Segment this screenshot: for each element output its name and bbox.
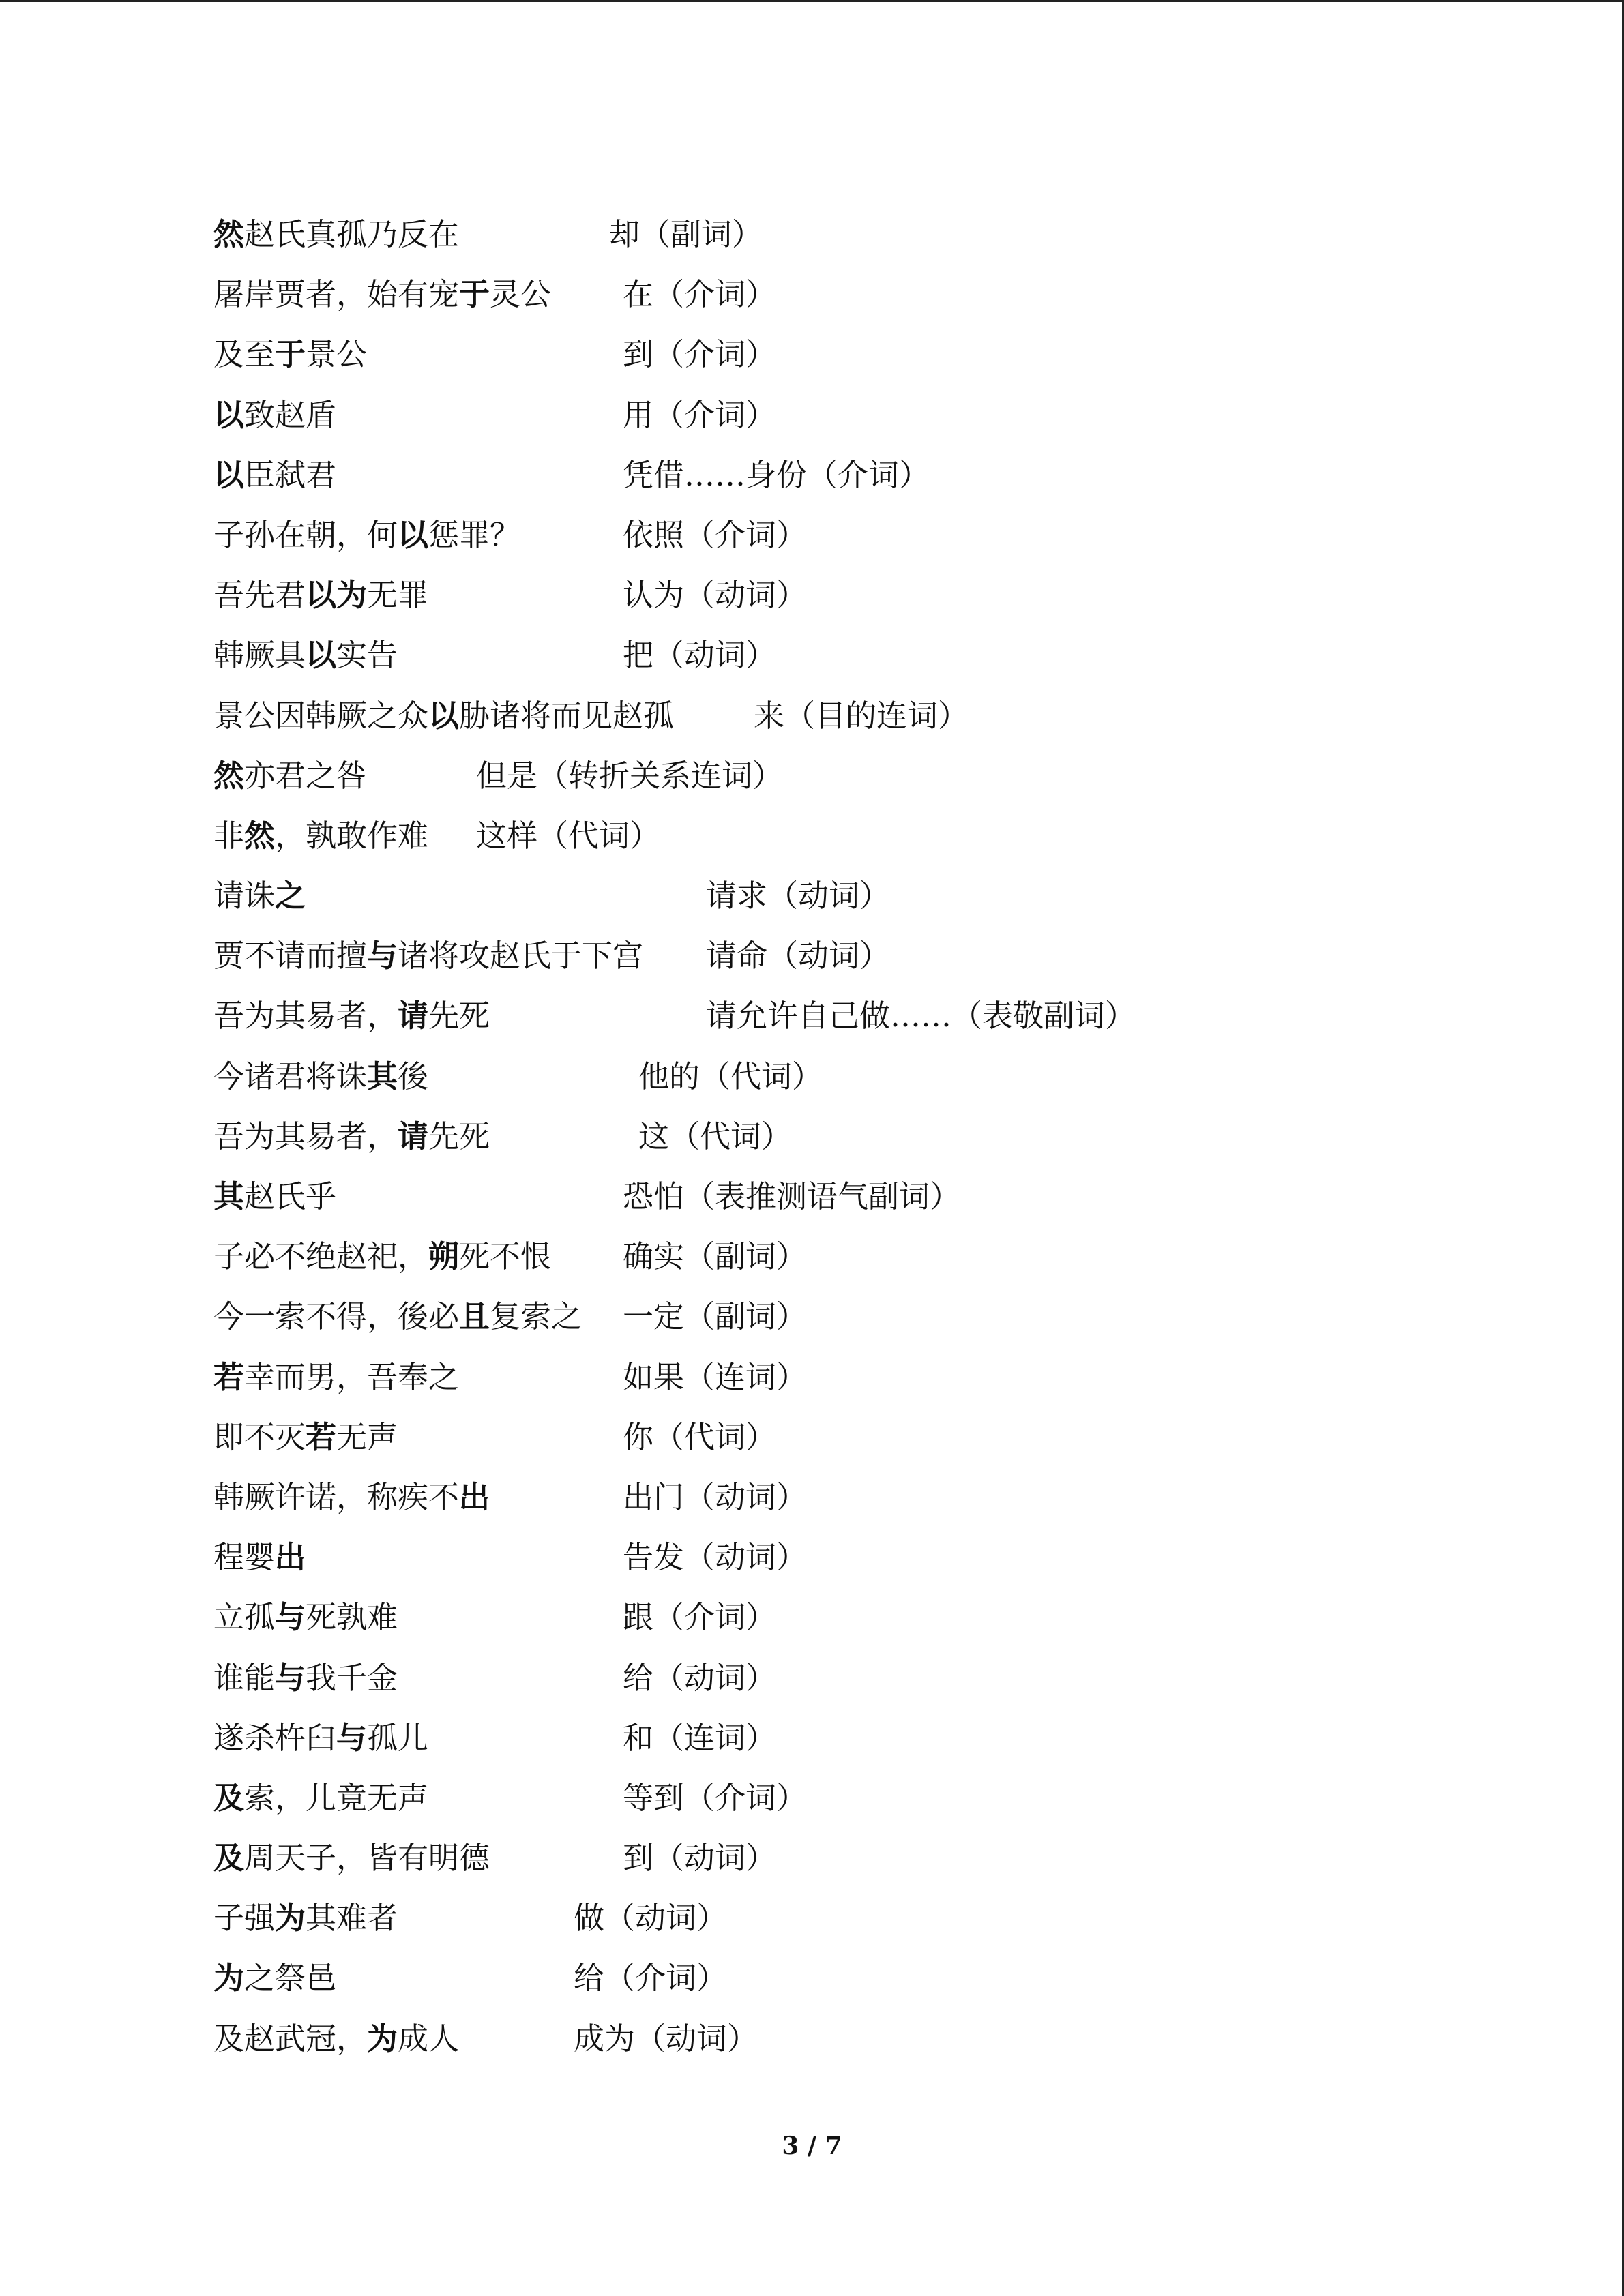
sentence-text: 周天子，皆有明德 xyxy=(244,1840,490,1877)
sentence-text: 臣弑君 xyxy=(244,456,337,493)
highlighted-word: 若 xyxy=(213,1358,245,1395)
word-gloss: 到（动词） xyxy=(623,1840,777,1877)
sentence-text: 贾不请而擅 xyxy=(213,938,368,974)
sentence-text: 非 xyxy=(213,817,245,854)
sentence-text: 子孙在朝，何 xyxy=(213,516,398,553)
sentence-text: 赵氏乎 xyxy=(244,1178,337,1214)
vocab-row xyxy=(213,1828,1509,1888)
sentence-text: 灵公 xyxy=(490,276,552,313)
sentence-text: 索，儿竟无声 xyxy=(244,1779,429,1816)
sentence-text: 我千金 xyxy=(306,1659,398,1696)
sentence-text: 吾先君 xyxy=(213,577,306,614)
word-gloss: 恐怕（表推测语气副词） xyxy=(623,1178,961,1214)
word-gloss: 他的（代词） xyxy=(638,1058,823,1094)
sentence-text: 孤儿 xyxy=(367,1719,429,1756)
page-number: 3 / 7 xyxy=(782,2132,842,2160)
vocab-row xyxy=(213,1708,1509,1768)
example-sentence xyxy=(213,1527,306,1587)
word-gloss: 凭借……身份（介词） xyxy=(623,456,930,493)
highlighted-word: 为 xyxy=(367,2020,398,2057)
highlighted-word: 朔 xyxy=(428,1238,460,1275)
example-sentence xyxy=(213,686,674,746)
example-sentence xyxy=(213,565,428,625)
word-gloss: 来（目的连词） xyxy=(754,697,969,734)
highlighted-word: 以 xyxy=(306,637,337,674)
highlighted-word: 且 xyxy=(459,1298,490,1335)
example-sentence xyxy=(213,746,367,806)
sentence-text: 子必不绝赵祀， xyxy=(213,1238,429,1275)
example-sentence xyxy=(213,1708,428,1768)
word-gloss: 做（动词） xyxy=(574,1900,728,1937)
sentence-text: 惩罪？ xyxy=(428,516,521,553)
vocab-row xyxy=(213,1768,1509,1828)
vocab-row xyxy=(213,1227,1509,1287)
example-sentence xyxy=(213,1888,398,1948)
sentence-text: 致赵盾 xyxy=(244,396,337,433)
example-sentence xyxy=(213,1107,490,1167)
example-sentence xyxy=(213,625,398,685)
word-gloss: 给（介词） xyxy=(574,1960,728,1997)
sentence-text: 其难者 xyxy=(306,1900,398,1937)
example-sentence xyxy=(213,325,367,385)
word-gloss: 把（动词） xyxy=(623,637,777,674)
sentence-text: 亦君之咎 xyxy=(244,757,368,794)
word-gloss: 告发（动词） xyxy=(623,1539,808,1576)
word-gloss: 成为（动词） xyxy=(574,2020,758,2057)
word-gloss: 确实（副词） xyxy=(623,1238,808,1275)
vocab-row xyxy=(213,1888,1509,1948)
sentence-text: 屠岸贾者，始有宠 xyxy=(213,276,460,313)
example-sentence xyxy=(213,1828,490,1888)
example-sentence xyxy=(213,2009,459,2069)
word-gloss: 请求（动词） xyxy=(706,878,891,914)
vocab-row xyxy=(213,1467,1509,1527)
sentence-text: 即不灭 xyxy=(213,1418,306,1455)
highlighted-word: 请 xyxy=(398,1118,429,1154)
vocab-row xyxy=(213,1287,1509,1347)
highlighted-word: 然 xyxy=(213,757,245,794)
vocab-row xyxy=(213,325,1509,385)
sentence-text: 吾为其易者， xyxy=(213,998,398,1034)
sentence-text: 韩厥具 xyxy=(213,637,306,674)
word-gloss: 和（连词） xyxy=(623,1719,777,1756)
highlighted-word: 然 xyxy=(244,817,276,854)
highlighted-word: 以 xyxy=(213,396,245,433)
sentence-text: 成人 xyxy=(398,2020,460,2057)
highlighted-word: 请 xyxy=(398,998,429,1034)
word-gloss: 到（介词） xyxy=(623,336,777,373)
vocab-row xyxy=(213,746,1509,806)
sentence-text: 今一索不得，後必 xyxy=(213,1298,460,1335)
sentence-text: 立孤 xyxy=(213,1599,276,1636)
sentence-text: 遂杀杵臼 xyxy=(213,1719,337,1756)
word-gloss: 认为（动词） xyxy=(623,577,808,614)
word-gloss: 这样（代词） xyxy=(476,817,661,854)
vocab-row xyxy=(213,1948,1509,2008)
example-sentence xyxy=(213,1167,336,1227)
example-sentence xyxy=(213,1948,336,2008)
vocab-row xyxy=(213,1587,1509,1648)
vocab-row xyxy=(213,385,1509,445)
highlighted-word: 与 xyxy=(275,1599,306,1636)
example-sentence xyxy=(213,505,520,565)
highlighted-word: 以 xyxy=(213,456,245,493)
vocab-row xyxy=(213,926,1509,986)
vocab-row xyxy=(213,1527,1509,1587)
word-gloss: 跟（介词） xyxy=(623,1599,777,1636)
example-sentence xyxy=(213,926,643,986)
sentence-text: 谁能 xyxy=(213,1659,276,1696)
example-sentence xyxy=(213,205,459,265)
vocab-row xyxy=(213,205,1509,265)
highlighted-word: 以为 xyxy=(306,577,368,614)
highlighted-word: 出 xyxy=(275,1539,306,1576)
word-gloss: 等到（介词） xyxy=(623,1779,808,1816)
example-sentence xyxy=(213,265,551,325)
vocab-row xyxy=(213,1167,1509,1227)
sentence-text: 诸将攻赵氏于下宫 xyxy=(398,938,644,974)
word-gloss: 用（介词） xyxy=(623,396,777,433)
vocab-row xyxy=(213,2009,1509,2069)
word-gloss: 一定（副词） xyxy=(623,1298,808,1335)
word-gloss: 你（代词） xyxy=(623,1418,777,1455)
example-sentence xyxy=(213,1047,428,1107)
sentence-text: 及至 xyxy=(213,336,276,373)
vocab-row xyxy=(213,1047,1509,1107)
example-sentence xyxy=(213,986,490,1046)
word-gloss: 但是（转折关系连词） xyxy=(476,757,784,794)
example-sentence xyxy=(213,1467,490,1527)
sentence-text: 复索之 xyxy=(490,1298,582,1335)
word-gloss: 给（动词） xyxy=(623,1659,777,1696)
vocab-row xyxy=(213,625,1509,685)
highlighted-word: 于 xyxy=(459,276,490,313)
highlighted-word: 其 xyxy=(213,1178,245,1214)
highlighted-word: 为 xyxy=(275,1900,306,1937)
example-sentence xyxy=(213,806,428,866)
highlighted-word: 其 xyxy=(367,1058,398,1094)
highlighted-word: 与 xyxy=(275,1659,306,1696)
sentence-text: 死孰难 xyxy=(306,1599,398,1636)
word-gloss: 出门（动词） xyxy=(623,1478,808,1515)
sentence-text: 请诛 xyxy=(213,878,276,914)
highlighted-word: 于 xyxy=(275,336,306,373)
example-sentence xyxy=(213,866,306,926)
vocab-row xyxy=(213,445,1509,505)
highlighted-word: 之 xyxy=(275,878,306,914)
vocab-row xyxy=(213,686,1509,746)
example-sentence xyxy=(213,445,336,505)
vocab-row xyxy=(213,806,1509,866)
sentence-text: 及赵武冠， xyxy=(213,2020,368,2057)
example-sentence xyxy=(213,385,336,445)
example-sentence xyxy=(213,1407,398,1467)
sentence-text: 胁诸将而见赵孤 xyxy=(459,697,675,734)
example-sentence xyxy=(213,1648,398,1708)
vocab-row xyxy=(213,986,1509,1046)
highlighted-word: 与 xyxy=(367,938,398,974)
highlighted-word: 及 xyxy=(213,1779,245,1816)
sentence-text: 无罪 xyxy=(367,577,429,614)
highlighted-word: 及 xyxy=(213,1840,245,1877)
highlighted-word: 以 xyxy=(398,516,429,553)
highlighted-word: 出 xyxy=(459,1478,490,1515)
vocab-row xyxy=(213,1347,1509,1407)
vocab-row xyxy=(213,1648,1509,1708)
highlighted-word: 然 xyxy=(213,216,245,252)
vocab-row xyxy=(213,1107,1509,1167)
page-frame-top xyxy=(0,0,1624,2)
example-sentence xyxy=(213,1227,551,1287)
sentence-text: 之祭邑 xyxy=(244,1960,337,1997)
example-sentence xyxy=(213,1587,398,1648)
sentence-text: 幸而男，吾奉之 xyxy=(244,1358,460,1395)
sentence-text: 实告 xyxy=(336,637,398,674)
sentence-text: 吾为其易者， xyxy=(213,1118,398,1154)
sentence-text: 後 xyxy=(398,1058,429,1094)
sentence-text: 子强 xyxy=(213,1900,276,1937)
sentence-text: 景公因韩厥之众 xyxy=(213,697,429,734)
document-page xyxy=(213,205,1509,2069)
word-gloss: 请允许自己做……（表敬副词） xyxy=(706,998,1136,1034)
sentence-text: 赵氏真孤乃反在 xyxy=(244,216,460,252)
example-sentence xyxy=(213,1768,428,1828)
word-gloss: 在（介词） xyxy=(623,276,777,313)
sentence-text: 今诸君将诛 xyxy=(213,1058,368,1094)
vocab-row xyxy=(213,1407,1509,1467)
word-gloss: 如果（连词） xyxy=(623,1358,808,1395)
highlighted-word: 为 xyxy=(213,1960,245,1997)
sentence-text: 死不恨 xyxy=(459,1238,552,1275)
word-gloss: 这（代词） xyxy=(638,1118,793,1154)
example-sentence xyxy=(213,1347,459,1407)
vocab-row xyxy=(213,505,1509,565)
word-gloss: 却（副词） xyxy=(609,216,763,252)
vocab-row xyxy=(213,866,1509,926)
word-gloss: 依照（介词） xyxy=(623,516,808,553)
vocab-row xyxy=(213,265,1509,325)
highlighted-word: 与 xyxy=(336,1719,368,1756)
sentence-text: 先死 xyxy=(428,1118,490,1154)
highlighted-word: 若 xyxy=(306,1418,337,1455)
sentence-text: 先死 xyxy=(428,998,490,1034)
sentence-text: ，孰敢作难 xyxy=(275,817,429,854)
sentence-text: 景公 xyxy=(306,336,368,373)
sentence-text: 程婴 xyxy=(213,1539,276,1576)
sentence-text: 无声 xyxy=(336,1418,398,1455)
word-gloss: 请命（动词） xyxy=(706,938,891,974)
sentence-text: 韩厥许诺，称疾不 xyxy=(213,1478,460,1515)
example-sentence xyxy=(213,1287,582,1347)
vocab-row xyxy=(213,565,1509,625)
highlighted-word: 以 xyxy=(428,697,460,734)
